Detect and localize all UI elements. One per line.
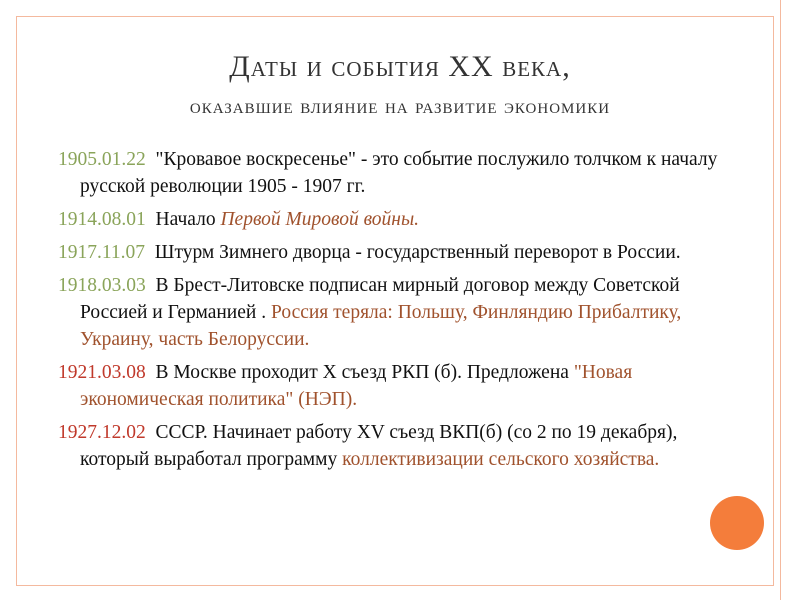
event-date: 1921.03.08 (58, 362, 146, 383)
event-date: 1917.11.07 (58, 242, 146, 263)
event-text: СССР. Начинает работу XV съезд ВКП(б) (со 2 по 19 декабря), который выработал программу (80, 422, 678, 470)
event-highlight: Россия теряла: Польшу, Финляндию Прибалтику, Украину, часть Белоруссии. (80, 302, 682, 350)
slide-title: Даты и события XX века, (229, 50, 571, 83)
event-text: В Москве проходит X съезд РКП (б). Предложена (155, 362, 574, 383)
event-date: 1905.01.22 (58, 149, 146, 170)
event-text: Начало (155, 209, 221, 230)
event-item-1927 (58, 419, 748, 473)
event-item-1914 (58, 206, 748, 233)
right-decorative-rule (780, 0, 781, 600)
events-list (58, 146, 748, 479)
event-highlight: "Новая экономическая политика" (НЭП). (80, 362, 633, 410)
orange-circle-decoration (710, 496, 764, 550)
event-text: В Брест-Литовске подписан мирный договор между Советской Россией и Германией . (80, 275, 680, 323)
event-item-1921 (58, 359, 748, 413)
event-date: 1914.08.01 (58, 209, 146, 230)
event-text: "Кровавое воскресенье" - это событие послужило толчком к началу русской революции 1905 - 1907 гг. (80, 149, 718, 197)
event-text: Штурм Зимнего дворца - государственный переворот в России. (154, 242, 681, 263)
event-highlight: Первой Мировой войны. (220, 209, 420, 230)
event-date: 1927.12.02 (58, 422, 146, 443)
event-item-1918 (58, 272, 748, 353)
event-date: 1918.03.03 (58, 275, 146, 296)
event-item-1917 (58, 239, 748, 266)
slide-subtitle: оказавшие влияние на развитие экономики (189, 93, 611, 118)
event-item-1905 (58, 146, 748, 200)
event-highlight: коллективизации сельского хозяйства. (342, 449, 660, 470)
